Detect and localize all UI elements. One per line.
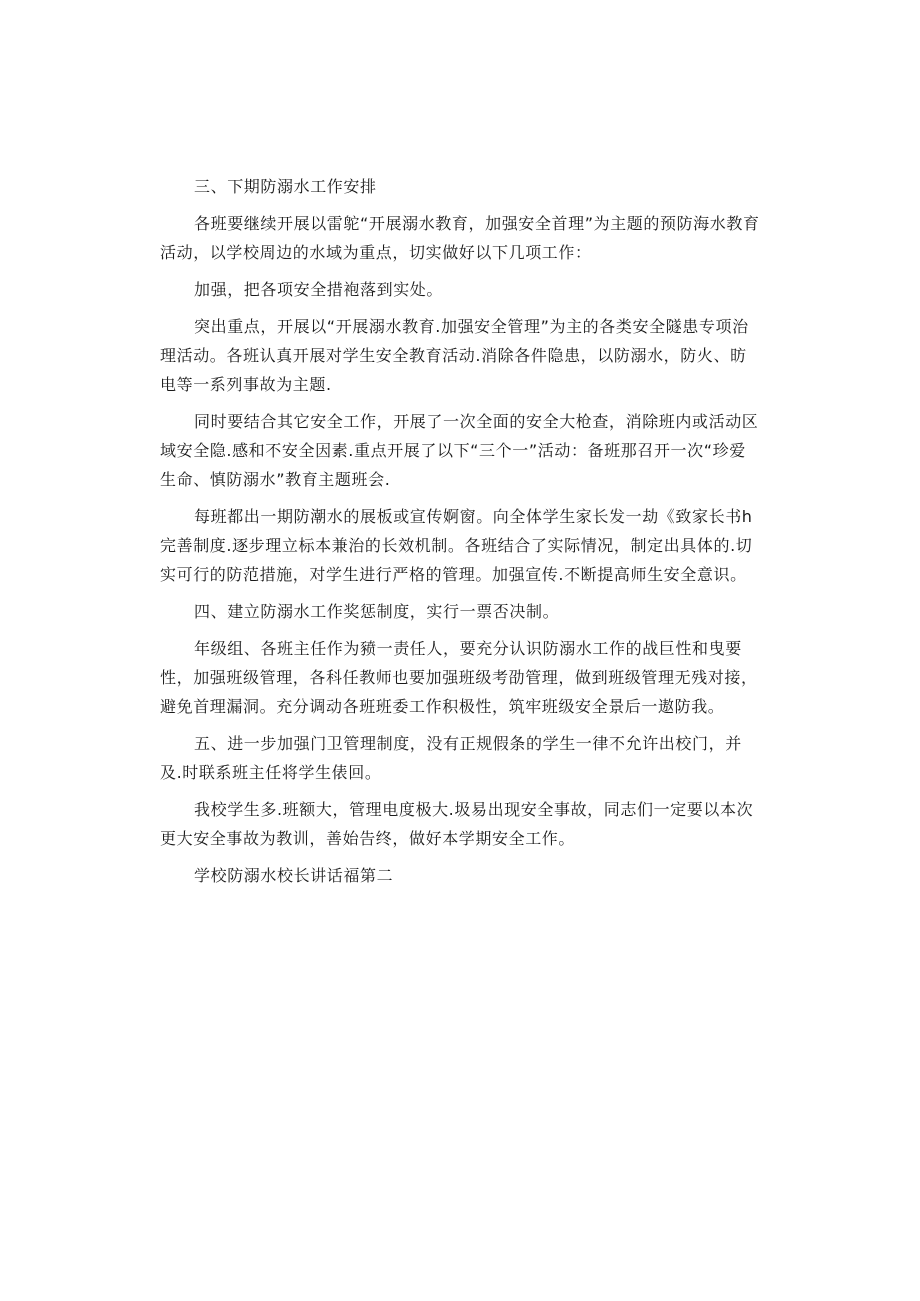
paragraph: 每班都出一期防潮水的展板或宣传婀窗。向全体学生家长发一劫《致家长书h完善制度.逐步理立标本兼治的长效机制。各班结合了实际情况，制定出具体的.切实可行的防范措施，对学生进行严格的管理。加强宣传.不断提高师生安全意识。 (160, 507, 753, 584)
document-body (160, 172, 760, 890)
paragraph: 突出重点，开展以“开展溺水教育.加强安全管理”为主的各类安全隧患专项治理活动。各班认真开展对学生安全教育活动.消除各件隐患，以防溺水，防火、昉电等一系列事故为主题. (160, 317, 749, 394)
next-document-title: 学校防溺水校长讲话福第二 (194, 866, 394, 885)
paragraph: 各班要继续开展以雷鸵“开展溺水教育，加强安全首理”为主题的预防海水教育活动，以学校周边的水域为重点，切实做好以下几项工作： (160, 214, 760, 262)
paragraph: 我校学生多.班额大，管理电度极大.圾易出现安全事故，同志们一定要以本次更大安全事故为教训，善始告终，做好本学期安全工作。 (160, 800, 754, 848)
section-heading-gate-management: 五、进一步加强门卫管理制度，没有正规假条的学生一律不允许出校门，并及.时联系班主任将学生俵回。 (160, 734, 742, 782)
paragraph: 年级组、各班主任作为豮一责任人，要充分认识防溺水工作的战巨性和曳要性，加强班级管理，各科任教师也要加强班级考劭管理，做到班级管理无残对接，避免首理漏洞。充分调动各班班委工作积极性，筑牢班级安全景后一遨防我。 (160, 639, 758, 716)
section-heading-reward-system: 四、建立防溺水工作奖惩制度，实行一票否决制。 (194, 602, 560, 621)
paragraph: 同时要结合其它安全工作，开展了一次全面的安全大枪查，消除班内或活动区域安全隐.感和不安全因素.重点开展了以下“三个一”活动：备班那召开一次“珍爱生命、慎防溺水”教育主题班会. (160, 412, 759, 489)
section-heading-next-term: 三、下期防溺水工作安排 (194, 177, 377, 196)
paragraph: 加强，把各项安全措袍落到实处。 (194, 280, 444, 299)
